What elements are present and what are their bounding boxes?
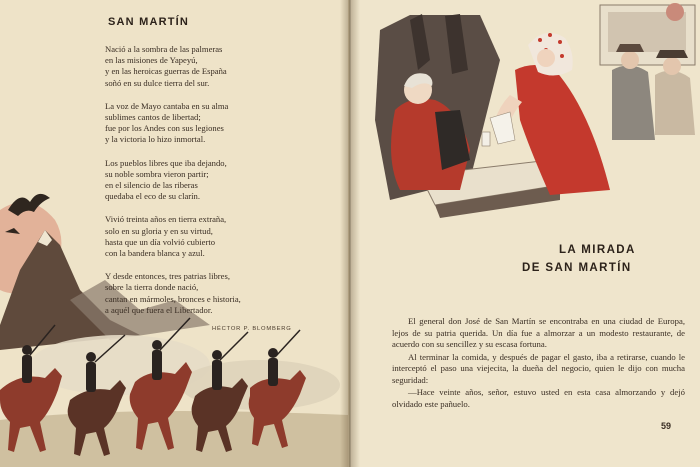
story-title-line1: LA MIRADA bbox=[559, 244, 636, 256]
verse-line: Vivió treinta años en tierra extraña, bbox=[105, 214, 227, 225]
verse-line: La voz de Mayo cantaba en su alma bbox=[105, 100, 229, 111]
story-paragraph: —Hace veinte años, señor, estuvo usted en esta casa almorzando y dejó olvidado este pañuelo. bbox=[392, 387, 685, 409]
verse-line: hasta que un día volvió cubierto bbox=[105, 236, 216, 247]
left-page bbox=[0, 0, 348, 467]
verse-line: fue por los Andes con sus legiones bbox=[105, 123, 224, 134]
verse-line: solo en su gloria y en su virtud, bbox=[105, 225, 213, 236]
book-gutter bbox=[340, 0, 360, 467]
stanza bbox=[105, 101, 340, 146]
verse-line: y en las heroicas guerras de España bbox=[105, 66, 227, 77]
page-number: 59 bbox=[661, 421, 672, 431]
verse-line: en las misiones de Yapeyú, bbox=[105, 55, 198, 66]
stanza bbox=[105, 44, 340, 89]
poem-body bbox=[105, 44, 340, 328]
stanza bbox=[105, 158, 340, 203]
verse-line: Los pueblos libres que iba dejando, bbox=[105, 157, 227, 168]
verse-line: sublimes cantos de libertad; bbox=[105, 112, 201, 123]
story-body bbox=[392, 316, 685, 411]
verse-line: con la bandera blanca y azul. bbox=[105, 248, 205, 259]
poem-title: SAN MARTÍN bbox=[108, 16, 190, 28]
verse-line: soñó en su dulce tierra del sur. bbox=[105, 77, 210, 88]
right-page bbox=[350, 0, 700, 467]
verse-line: a aquél que fuera el Libertador. bbox=[105, 304, 213, 315]
poem-author: HÉCTOR P. BLOMBERG bbox=[212, 326, 292, 332]
story-paragraph: El general don José de San Martín se encontraba en una ciudad de Europa, lejos de su patria querida. Un día fue a almorzar a un modesto restaurante, de acuerdo con su sencillez y su escasa fortuna. bbox=[392, 316, 685, 349]
verse-line: Nació a la sombra de las palmeras bbox=[105, 44, 223, 54]
restaurant-scene-illustration bbox=[350, 0, 700, 225]
verse-line: su noble sombra vieron partir; bbox=[105, 168, 209, 179]
stanza bbox=[105, 271, 340, 316]
verse-line: en el silencio de las riberas bbox=[105, 180, 198, 191]
story-title-line2: DE SAN MARTÍN bbox=[522, 262, 632, 274]
verse-line: cantan en mármoles, bronces e historia, bbox=[105, 293, 241, 304]
verse-line: sobre la tierra donde nació, bbox=[105, 282, 199, 293]
verse-line: y la victoria lo hizo inmortal. bbox=[105, 134, 206, 145]
stanza bbox=[105, 214, 340, 259]
story-paragraph: Al terminar la comida, y después de pagar el gasto, iba a retirarse, cuando le interceptó el paso una viejecita, la dueña del negocio, quien le dijo con mucha seguridad: bbox=[392, 351, 685, 385]
verse-line: quedaba el eco de su clarín. bbox=[105, 191, 200, 202]
verse-line: Y desde entonces, tres patrias libres, bbox=[105, 271, 230, 282]
